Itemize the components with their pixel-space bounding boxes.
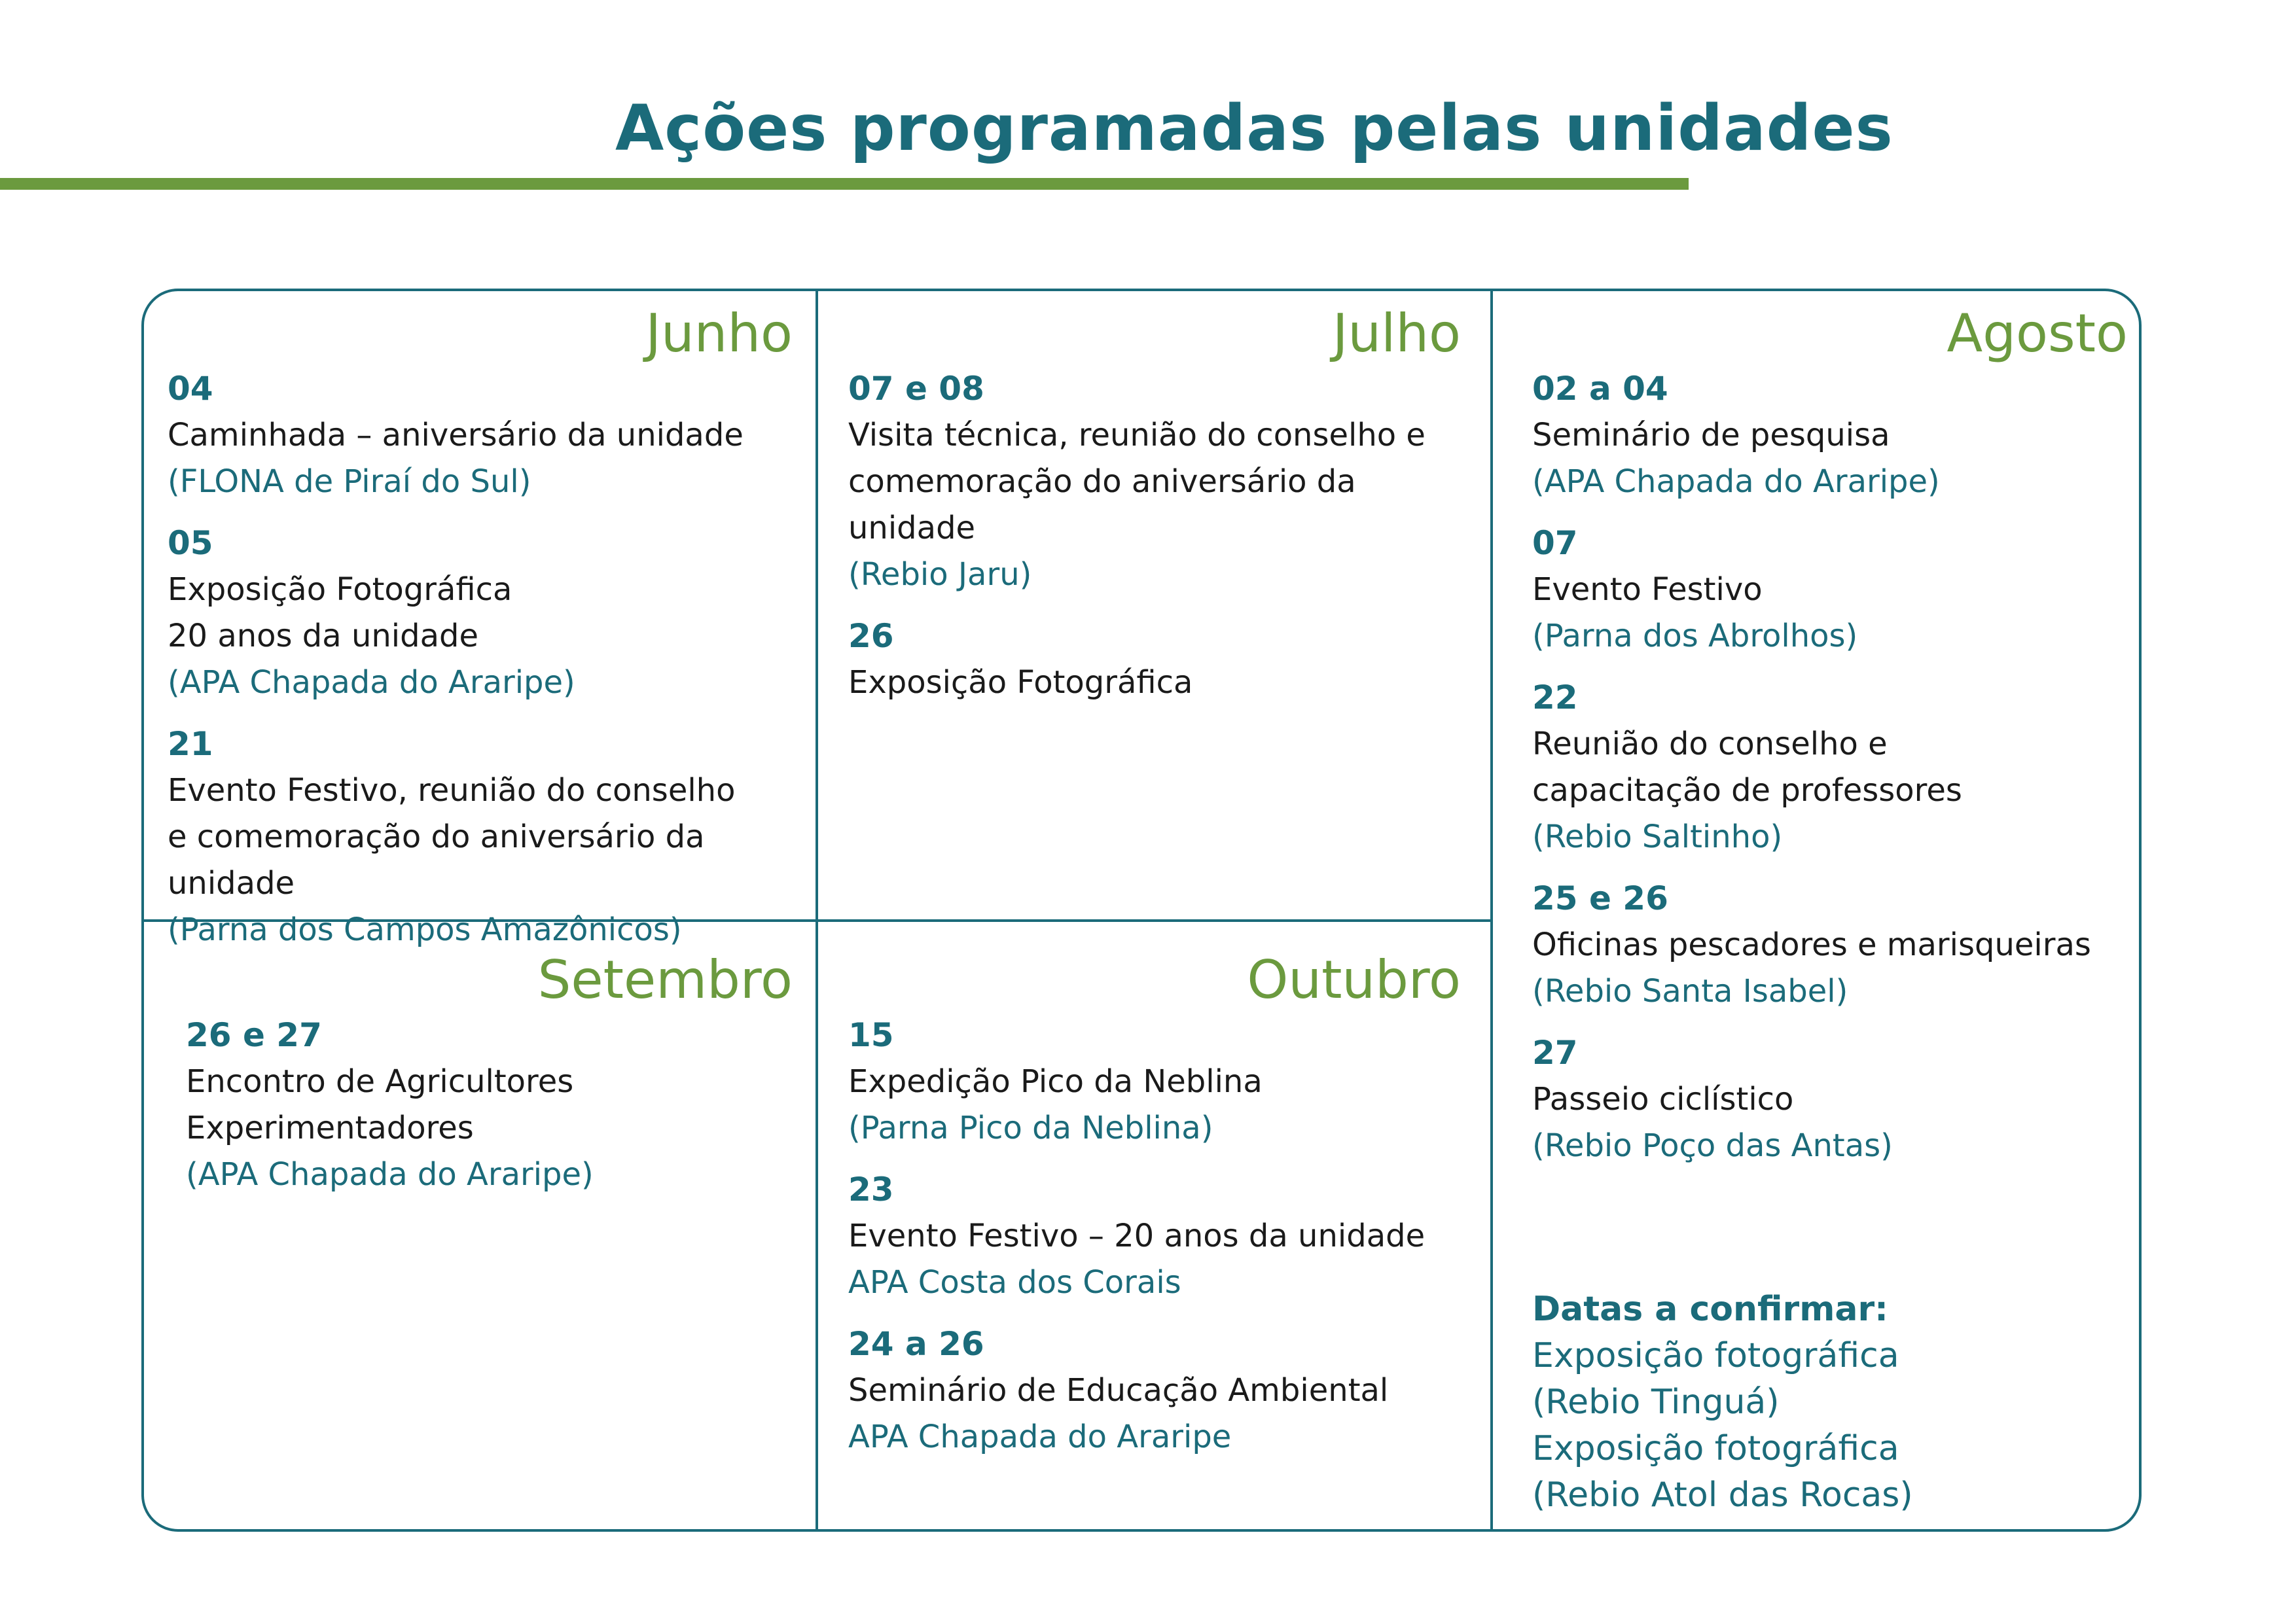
event-unit: (Rebio Jaru) <box>848 556 1032 593</box>
event-unit: (Parna dos Campos Amazônicos) <box>168 911 682 948</box>
event-date: 26 <box>848 617 894 655</box>
event-description: capacitação de professores <box>1532 772 1962 809</box>
event-unit: (APA Chapada do Araripe) <box>168 664 575 701</box>
event-unit: APA Costa dos Corais <box>848 1264 1181 1301</box>
confirm-item: Exposição fotográfica <box>1532 1429 1899 1468</box>
event-description: Reunião do conselho e <box>1532 726 1888 762</box>
event-description: Evento Festivo <box>1532 571 1763 608</box>
month-title: Agosto <box>1946 303 2128 364</box>
month-title: Junho <box>645 303 793 364</box>
cell-setembro <box>168 949 793 1212</box>
event-entry <box>168 520 793 706</box>
event-unit: (Parna dos Abrolhos) <box>1532 618 1858 654</box>
event-description: Experimentadores <box>186 1110 474 1146</box>
event-date: 23 <box>848 1171 894 1209</box>
event-unit: (APA Chapada do Araripe) <box>1532 463 1940 500</box>
event-entry <box>1532 1029 2128 1169</box>
event-entry <box>168 1012 793 1198</box>
cell-agosto <box>1532 303 2128 1184</box>
event-entry <box>1532 674 2128 860</box>
event-date: 21 <box>168 725 213 763</box>
event-date: 02 a 04 <box>1532 370 1668 408</box>
month-title: Setembro <box>537 949 793 1010</box>
event-description: Evento Festivo – 20 anos da unidade <box>848 1218 1426 1254</box>
title-underline <box>0 178 1689 190</box>
event-date: 05 <box>168 524 213 562</box>
confirm-item: (Rebio Atol das Rocas) <box>1532 1475 1913 1515</box>
event-unit: (Rebio Saltinho) <box>1532 819 1783 855</box>
event-date: 24 a 26 <box>848 1325 984 1363</box>
event-description: Encontro de Agricultores <box>186 1063 574 1100</box>
cell-julho <box>848 303 1461 720</box>
event-description: 20 anos da unidade <box>168 618 479 654</box>
month-title: Julho <box>1332 303 1461 364</box>
event-date: 26 e 27 <box>186 1016 322 1054</box>
column-divider-1 <box>816 290 818 1530</box>
event-description: Oficinas pescadores e marisqueiras <box>1532 927 2091 963</box>
event-unit: (Rebio Poço das Antas) <box>1532 1127 1893 1164</box>
event-date: 07 <box>1532 524 1578 562</box>
event-entry <box>1532 365 2128 505</box>
cell-junho <box>168 303 793 968</box>
confirm-item: Exposição fotográfica <box>1532 1336 1899 1375</box>
event-date: 27 <box>1532 1034 1578 1072</box>
event-description: Evento Festivo, reunião do conselho <box>168 772 736 809</box>
event-entry <box>848 1166 1461 1306</box>
event-date: 22 <box>1532 679 1578 716</box>
event-description: Passeio ciclístico <box>1532 1081 1794 1118</box>
event-date: 25 e 26 <box>1532 879 1668 917</box>
dates-to-confirm-title: Datas a confirmar: <box>1532 1290 1888 1329</box>
event-unit: APA Chapada do Araripe <box>848 1419 1232 1455</box>
event-unit: (Rebio Santa Isabel) <box>1532 973 1848 1010</box>
confirm-item: (Rebio Tinguá) <box>1532 1383 1780 1422</box>
month-title: Outubro <box>1247 949 1461 1010</box>
dates-to-confirm <box>1532 1286 2128 1519</box>
event-unit: (Parna Pico da Neblina) <box>848 1110 1213 1146</box>
event-date: 04 <box>168 370 213 408</box>
event-description: comemoração do aniversário da unidade <box>848 463 1356 546</box>
event-entry <box>1532 875 2128 1015</box>
event-unit: (APA Chapada do Araripe) <box>186 1156 594 1193</box>
event-entry <box>168 720 793 953</box>
event-description: Seminário de Educação Ambiental <box>848 1372 1389 1409</box>
event-description: Exposição Fotográfica <box>168 571 512 608</box>
event-unit: (FLONA de Piraí do Sul) <box>168 463 531 500</box>
event-description: Expedição Pico da Neblina <box>848 1063 1263 1100</box>
event-entry <box>1532 520 2128 660</box>
event-date: 07 e 08 <box>848 370 984 408</box>
event-entry <box>848 1012 1461 1152</box>
event-description: Caminhada – aniversário da unidade <box>168 417 744 453</box>
event-entry <box>848 365 1461 598</box>
page-title: Ações programadas pelas unidades <box>615 92 1893 165</box>
event-description: e comemoração do aniversário da unidade <box>168 819 705 902</box>
event-description: Exposição Fotográfica <box>848 664 1193 701</box>
event-entry <box>168 365 793 505</box>
event-date: 15 <box>848 1016 894 1054</box>
cell-outubro <box>848 949 1461 1475</box>
event-entry <box>848 612 1461 706</box>
event-entry <box>848 1320 1461 1460</box>
event-description: Seminário de pesquisa <box>1532 417 1890 453</box>
column-divider-2 <box>1490 290 1493 1530</box>
event-description: Visita técnica, reunião do conselho e <box>848 417 1426 453</box>
